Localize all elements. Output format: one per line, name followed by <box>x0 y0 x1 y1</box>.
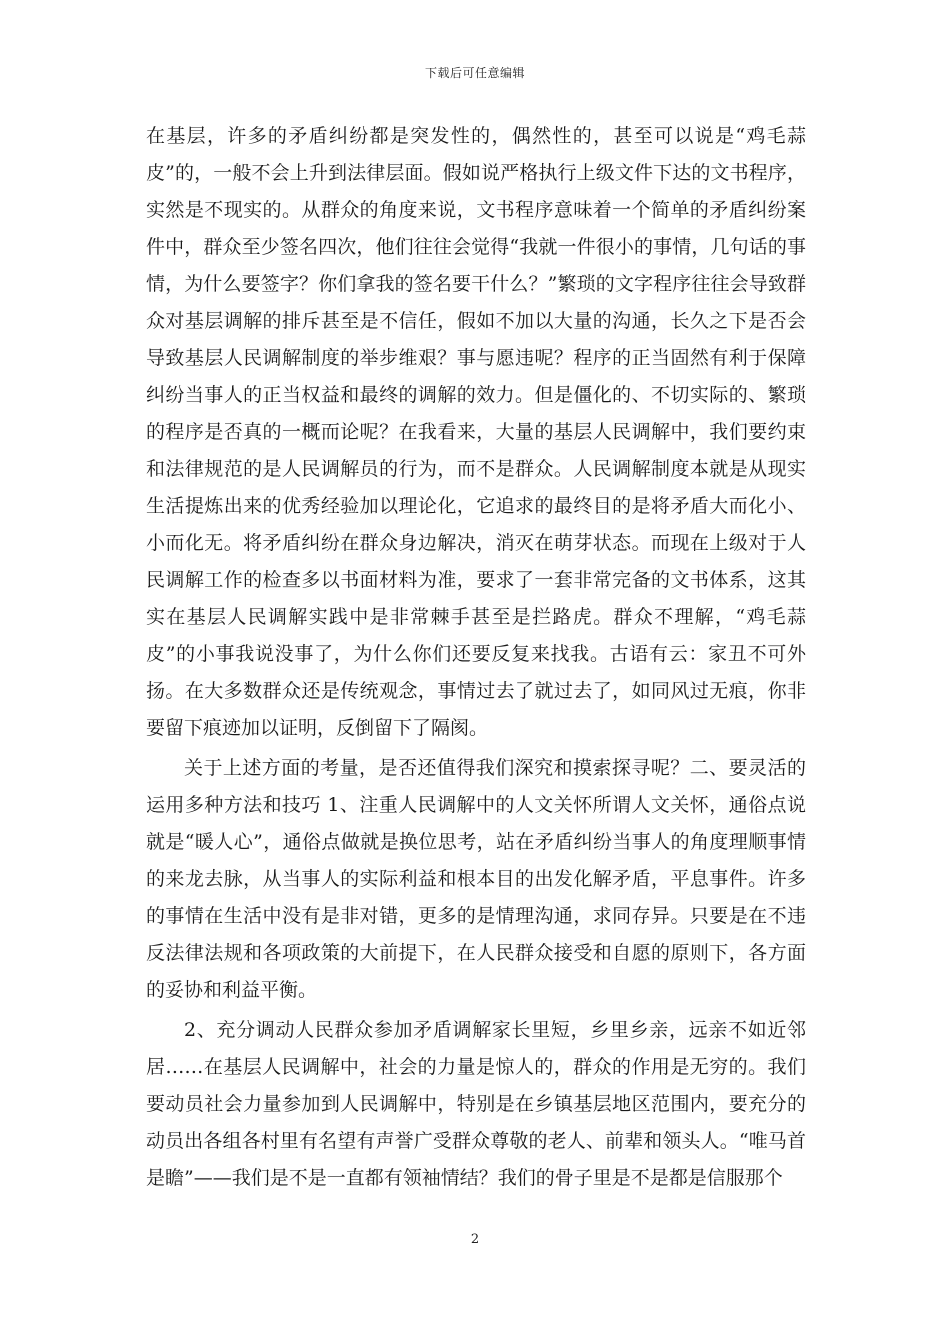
page-header: 下载后可任意编辑 <box>424 66 525 80</box>
paragraph-1: 在基层，许多的矛盾纠纷都是突发性的，偶然性的，甚至可以说是“鸡毛蒜皮”的，一般不会上升到法律层面。假如说严格执行上级文件下达的文书程序，实然是不现实的。从群众的角度来说，文书程序意味着一个简单的矛盾纠纷案件中，群众至少签名四次，他们往往会觉得“我就一件很小的事情，几句话的事情，为什么要签字？你们拿我的签名要干什么？”繁琐的文字程序往往会导致群众对基层调解的排斥甚至是不信任，假如不加以大量的沟通，长久之下是否会导致基层人民调解制度的举步维艰？事与愿违呢？程序的正当固然有利于保障纠纷当事人的正当权益和最终的调解的效力。但是僵化的、不切实际的、繁琐的程序是否真的一概而论呢？在我看来，大量的基层人民调解中，我们要约束和法律规范的是人民调解员的行为，而不是群众。人民调解制度本就是从现实生活提炼出来的优秀经验加以理论化，它追求的最终目的是将矛盾大而化小、小而化无。将矛盾纠纷在群众身边解决，消灭在萌芽状态。而现在上级对于人民调解工作的检查多以书面材料为准，要求了一套非常完备的文书体系，这其实在基层人民调解实践中是非常棘手甚至是拦路虎。群众不理解，“鸡毛蒜皮”的小事我说没事了，为什么你们还要反复来找我。古语有云：家丑不可外扬。在大多数群众还是传统观念，事情过去了就过去了，如同风过无痕，你非要留下痕迹加以证明，反倒留下了隔阂。 <box>146 125 806 739</box>
page-number: 2 <box>470 1232 480 1247</box>
document-body <box>146 118 806 1197</box>
paragraph-2: 关于上述方面的考量，是否还值得我们深究和摸索探寻呢？二、要灵活的运用多种方法和技巧 1、注重人民调解中的人文关怀所谓人文关怀，通俗点说就是“暖人心”，通俗点做就是换位思考，站在矛盾纠纷当事人的角度理顺事情的来龙去脉，从当事人的实际利益和根本目的出发化解矛盾，平息事件。许多的事情在生活中没有是非对错，更多的是情理沟通，求同存异。只要是在不违反法律法规和各项政策的大前提下，在人民群众接受和自愿的原则下，各方面的妥协和利益平衡。 <box>146 757 806 1001</box>
paragraph-3: 2、充分调动人民群众参加矛盾调解家长里短，乡里乡亲，远亲不如近邻居……在基层人民调解中，社会的力量是惊人的，群众的作用是无穷的。我们要动员社会力量参加到人民调解中，特别是在乡镇基层地区范围内，要充分的动员出各组各村里有名望有声誉广受群众尊敬的老人、前辈和领头人。“唯马首是瞻”——我们是不是一直都有领袖情结？我们的骨子里是不是都是信服那个 <box>146 1019 806 1189</box>
